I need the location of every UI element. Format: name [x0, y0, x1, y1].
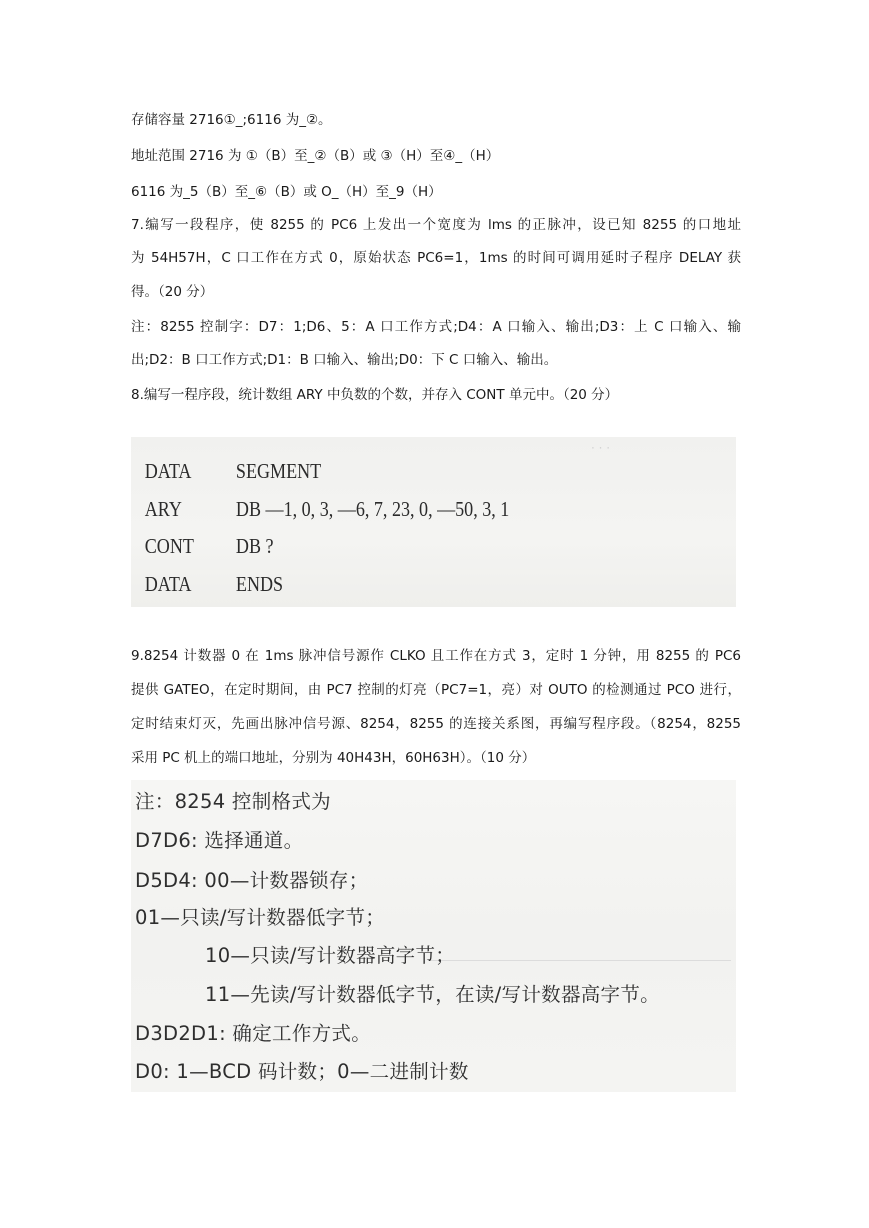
code-label: DATA [144, 572, 192, 596]
storage-capacity-line: 存储容量 2716①_;6116 为_②。 [131, 112, 332, 128]
code-line-segment [131, 459, 651, 489]
note-8255-line2: 出;D2：B 口工作方式;D1：B 口输入、输出;D0：下 C 口输入、输出。 [131, 352, 558, 368]
code-value: ENDS [235, 572, 284, 596]
note-8254-11: 11—先读/写计数器低字节，在读/写计数器高字节。 [205, 983, 660, 1006]
code-label: ARY [144, 497, 182, 521]
code-value: DB ? [235, 534, 274, 558]
note-8254-d0: D0: 1—BCD 码计数；0—二进制计数 [135, 1060, 469, 1083]
question7-line1: 7.编写一段程序，使 8255 的 PC6 上发出一个宽度为 lms 的正脉冲，设已知 8255 的口地址 [131, 217, 741, 233]
question7-line2: 为 54H57H，C 口工作在方式 0，原始状态 PC6=1，1ms 的时间可调用延时子程序 DELAY 获 [131, 250, 741, 266]
note-scan-image [131, 780, 736, 1092]
note-8254-d3d2d1: D3D2D1: 确定工作方式。 [135, 1022, 372, 1045]
question7-line3: 得。（20 分） [131, 284, 214, 300]
code-scan-image: · · · DATA SEGMENT ARY DB —1, 0, 3, —6, 7, 23, 0, —50, 3, 1 CONT DB ? DATA ENDS [131, 437, 736, 607]
code-label: CONT [144, 534, 194, 558]
code-line-ary [131, 497, 651, 527]
address-range-6116-line: 6116 为_5（B）至_⑥（B）或 O_（H）至_9（H） [131, 184, 442, 200]
code-value: SEGMENT [235, 459, 322, 483]
question9-line3: 定时结束灯灭，先画出脉冲信号源、8254，8255 的连接关系图，再编写程序段。（8254，8255 [131, 716, 741, 732]
question9-line1: 9.8254 计数器 0 在 1ms 脉冲信号源作 CLKO 且工作在方式 3，定时 1 分钟，用 8255 的 PC6 [131, 648, 741, 664]
question8-line: 8.编写一程序段，统计数组 ARY 中负数的个数，并存入 CONT 单元中。（20 分） [131, 387, 619, 403]
question9-line4: 采用 PC 机上的端口地址，分别为 40H43H，60H63H）。（10 分） [131, 750, 536, 766]
note-8254-01: 01—只读/写计数器低字节； [135, 906, 386, 929]
code-value: DB —1, 0, 3, —6, 7, 23, 0, —50, 3, 1 [235, 497, 510, 521]
note-8255-line1: 注：8255 控制字：D7：1;D6、5：A 口工作方式;D4：A 口输入、输出;D3：上 C 口输入、输 [131, 319, 741, 335]
question9-line2: 提供 GATEO，在定时期间，由 PC7 控制的灯亮（PC7=1，亮）对 OUTO 的检测通过 PCO 进行， [131, 682, 741, 698]
code-line-ends [131, 572, 651, 602]
note-8254-10: 10—只读/写计数器高字节； [205, 944, 456, 967]
note-8254-d5d4: D5D4: 00—计数器锁存； [135, 869, 369, 892]
note-8254-d7d6: D7D6: 选择通道。 [135, 829, 304, 852]
code-label: DATA [144, 459, 192, 483]
code-line-cont [131, 534, 651, 564]
address-range-line: 地址范围 2716 为 ①（B）至_②（B）或 ③（H）至④_（H） [131, 148, 500, 164]
note-8254-title: 注：8254 控制格式为 [135, 790, 331, 813]
